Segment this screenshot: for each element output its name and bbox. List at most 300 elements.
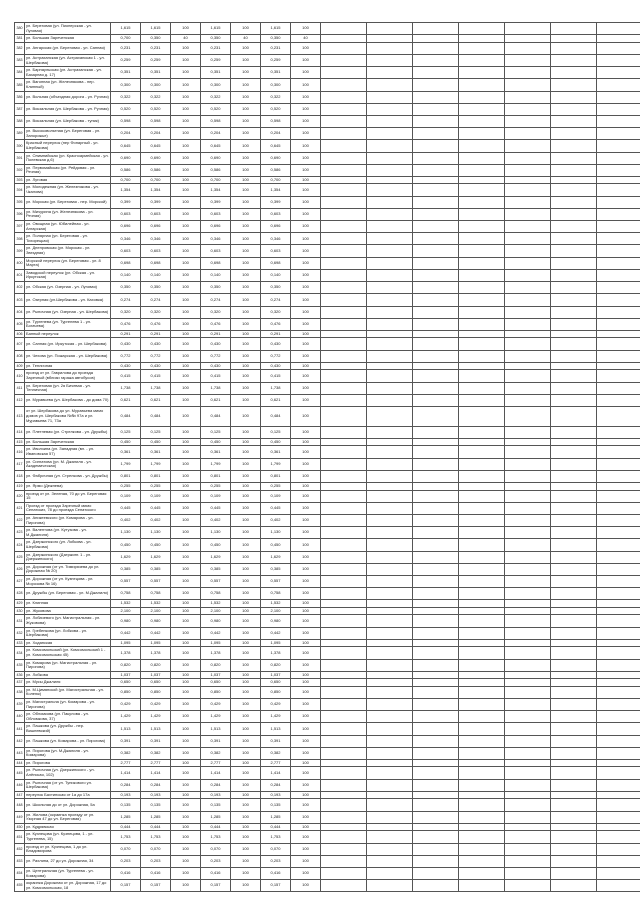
row-number: 384 xyxy=(15,67,25,79)
row-number: 402 xyxy=(15,282,25,294)
value-cell: 1,414 xyxy=(201,767,231,779)
value-cell: 100 xyxy=(231,483,261,491)
value-cell: 0,350 xyxy=(201,282,231,294)
value-cell: 100 xyxy=(171,103,201,115)
empty-cell xyxy=(551,735,597,747)
value-cell: 0,598 xyxy=(141,115,171,127)
value-cell: 0,350 xyxy=(111,282,141,294)
empty-cell xyxy=(597,735,640,747)
value-cell: 1,532 xyxy=(261,600,291,608)
value-cell: 100 xyxy=(231,627,261,639)
empty-cell xyxy=(597,406,640,426)
empty-cell xyxy=(597,438,640,446)
empty-cell xyxy=(551,779,597,791)
empty-cell xyxy=(551,269,597,281)
value-cell: 100 xyxy=(291,600,321,608)
empty-cell xyxy=(505,843,551,855)
value-cell: 0,980 xyxy=(201,615,231,627)
value-cell: 0,320 xyxy=(111,306,141,318)
value-cell: 0,603 xyxy=(261,208,291,220)
empty-cell xyxy=(413,221,459,233)
road-name: ул. Ходанская xyxy=(25,639,111,647)
value-cell: 0,820 xyxy=(141,659,171,671)
value-cell: 0,801 xyxy=(141,470,171,482)
table-row xyxy=(15,880,640,892)
row-number: 392 xyxy=(15,164,25,176)
value-cell: 0,450 xyxy=(111,438,141,446)
table-row xyxy=(15,539,640,551)
road-name: ул. Пашкова (ул. Комарова - ул. Пирогова) xyxy=(25,735,111,747)
empty-cell xyxy=(413,140,459,152)
value-cell: 0,255 xyxy=(261,483,291,491)
empty-cell xyxy=(413,539,459,551)
value-cell: 0,385 xyxy=(201,563,231,575)
empty-cell xyxy=(551,426,597,438)
value-cell: 100 xyxy=(291,563,321,575)
empty-cell xyxy=(321,382,367,394)
road-name: проезд от ул. Кузнецова, 1 до ул. Владимирова xyxy=(25,843,111,855)
empty-cell xyxy=(459,723,505,735)
value-cell: 1,738 xyxy=(111,382,141,394)
value-cell: 0,586 xyxy=(261,164,291,176)
empty-cell xyxy=(551,514,597,526)
empty-cell xyxy=(413,330,459,338)
value-cell: 0,402 xyxy=(111,514,141,526)
value-cell: 1,414 xyxy=(261,767,291,779)
table-row xyxy=(15,23,640,35)
empty-cell xyxy=(367,791,413,799)
row-number: 425 xyxy=(15,551,25,563)
value-cell: 100 xyxy=(171,711,201,723)
value-cell: 100 xyxy=(291,269,321,281)
row-number: 388 xyxy=(15,115,25,127)
road-name: ул. Мичурина (ул. Железнякова - ул. Речная) xyxy=(25,208,111,220)
empty-cell xyxy=(551,607,597,615)
empty-cell xyxy=(505,426,551,438)
value-cell: 100 xyxy=(231,338,261,350)
road-name: ул. Кузнецова (ул. Кузнецова, 1 - ул. Тургенева, 15) xyxy=(25,831,111,843)
value-cell: 100 xyxy=(171,67,201,79)
value-cell: 0,361 xyxy=(201,446,231,458)
empty-cell xyxy=(551,245,597,257)
value-cell: 1,615 xyxy=(261,23,291,35)
value-cell: 100 xyxy=(291,855,321,867)
table-row xyxy=(15,128,640,140)
value-cell: 1,378 xyxy=(201,647,231,659)
empty-cell xyxy=(321,54,367,66)
empty-cell xyxy=(321,767,367,779)
empty-cell xyxy=(459,563,505,575)
value-cell: 0,125 xyxy=(141,426,171,438)
empty-cell xyxy=(597,233,640,245)
empty-cell xyxy=(597,294,640,306)
value-cell: 0,274 xyxy=(201,294,231,306)
value-cell: 100 xyxy=(291,350,321,362)
value-cell: 0,850 xyxy=(141,686,171,698)
value-cell: 1,615 xyxy=(141,23,171,35)
empty-cell xyxy=(367,42,413,54)
road-name: ул. Озерная (ул.Шербакова - ул. Каховка) xyxy=(25,294,111,306)
empty-cell xyxy=(505,711,551,723)
value-cell: 0,351 xyxy=(261,67,291,79)
row-number: 399 xyxy=(15,245,25,257)
value-cell: 0,645 xyxy=(141,140,171,152)
empty-cell xyxy=(367,176,413,184)
value-cell: 0,361 xyxy=(261,446,291,458)
value-cell: 100 xyxy=(291,470,321,482)
row-number: 386 xyxy=(15,91,25,103)
empty-cell xyxy=(413,91,459,103)
value-cell: 0,429 xyxy=(201,698,231,710)
value-cell: 2,777 xyxy=(141,759,171,767)
table-row xyxy=(15,823,640,831)
value-cell: 100 xyxy=(291,128,321,140)
road-name: ул. Лобачевого (ул. Магистральная - ул. Жуковова) xyxy=(25,615,111,627)
row-number: 444 xyxy=(15,759,25,767)
empty-cell xyxy=(505,880,551,892)
value-cell: 100 xyxy=(231,470,261,482)
empty-cell xyxy=(459,735,505,747)
empty-cell xyxy=(459,799,505,811)
value-cell: 0,300 xyxy=(111,79,141,91)
value-cell: 100 xyxy=(291,627,321,639)
empty-cell xyxy=(597,140,640,152)
value-cell: 0,820 xyxy=(201,659,231,671)
road-name: ул. Барнаульская (ул. Астраханская - ул. Базарная д. 17) xyxy=(25,67,111,79)
value-cell: 0,322 xyxy=(261,91,291,103)
empty-cell xyxy=(321,759,367,767)
value-cell: 100 xyxy=(291,294,321,306)
empty-cell xyxy=(413,490,459,502)
table-row xyxy=(15,711,640,723)
table-row xyxy=(15,458,640,470)
value-cell: 0,758 xyxy=(261,588,291,600)
value-cell: 0,450 xyxy=(141,438,171,446)
table-body xyxy=(15,23,640,892)
value-cell: 0,603 xyxy=(141,208,171,220)
empty-cell xyxy=(321,723,367,735)
empty-cell xyxy=(321,426,367,438)
empty-cell xyxy=(367,779,413,791)
value-cell: 100 xyxy=(231,221,261,233)
value-cell: 0,772 xyxy=(141,350,171,362)
empty-cell xyxy=(505,257,551,269)
empty-cell xyxy=(459,282,505,294)
row-number: 400 xyxy=(15,257,25,269)
empty-cell xyxy=(367,823,413,831)
row-number: 432 xyxy=(15,627,25,639)
empty-cell xyxy=(367,330,413,338)
empty-cell xyxy=(321,330,367,338)
value-cell: 0,690 xyxy=(141,152,171,164)
empty-cell xyxy=(367,35,413,43)
empty-cell xyxy=(413,42,459,54)
empty-cell xyxy=(367,759,413,767)
empty-cell xyxy=(367,446,413,458)
empty-cell xyxy=(597,563,640,575)
road-name: ул. Луговая xyxy=(25,176,111,184)
empty-cell xyxy=(367,698,413,710)
value-cell: 100 xyxy=(171,514,201,526)
empty-cell xyxy=(459,318,505,330)
table-row xyxy=(15,723,640,735)
road-name: ул. Дорожная (от ул. Кузнецова - ул. Морозова № 16) xyxy=(25,575,111,587)
empty-cell xyxy=(413,79,459,91)
empty-cell xyxy=(551,767,597,779)
empty-cell xyxy=(321,446,367,458)
empty-cell xyxy=(505,823,551,831)
empty-cell xyxy=(459,490,505,502)
empty-cell xyxy=(459,257,505,269)
empty-cell xyxy=(459,221,505,233)
value-cell: 0,850 xyxy=(261,686,291,698)
empty-cell xyxy=(413,438,459,446)
value-cell: 100 xyxy=(291,115,321,127)
empty-cell xyxy=(505,539,551,551)
value-cell: 0,429 xyxy=(141,698,171,710)
empty-cell xyxy=(367,607,413,615)
value-cell: 100 xyxy=(231,615,261,627)
value-cell: 100 xyxy=(171,406,201,426)
value-cell: 1,354 xyxy=(141,184,171,196)
empty-cell xyxy=(367,382,413,394)
empty-cell xyxy=(321,647,367,659)
value-cell: 0,430 xyxy=(201,362,231,370)
road-name: ул. М.Цимянской (ул. Магистральная - ул. Колеюк) xyxy=(25,686,111,698)
value-cell: 1,753 xyxy=(261,831,291,843)
value-cell: 0,444 xyxy=(201,823,231,831)
empty-cell xyxy=(459,671,505,679)
empty-cell xyxy=(597,502,640,514)
empty-cell xyxy=(597,779,640,791)
empty-cell xyxy=(321,67,367,79)
table-row xyxy=(15,196,640,208)
value-cell: 100 xyxy=(231,306,261,318)
row-number: 445 xyxy=(15,767,25,779)
empty-cell xyxy=(413,350,459,362)
value-cell: 100 xyxy=(171,370,201,382)
table-row xyxy=(15,382,640,394)
table-row xyxy=(15,338,640,350)
value-cell: 1,429 xyxy=(111,711,141,723)
value-cell: 100 xyxy=(171,811,201,823)
row-number: 397 xyxy=(15,221,25,233)
road-name: ул. Плетневая (ул. Стрелкова - ул. Дружбы) xyxy=(25,426,111,438)
empty-cell xyxy=(413,208,459,220)
empty-cell xyxy=(459,686,505,698)
empty-cell xyxy=(367,799,413,811)
value-cell: 1,095 xyxy=(141,639,171,647)
value-cell: 0,135 xyxy=(111,799,141,811)
empty-cell xyxy=(597,483,640,491)
empty-cell xyxy=(413,659,459,671)
value-cell: 0,650 xyxy=(141,679,171,687)
empty-cell xyxy=(551,103,597,115)
row-number: 390 xyxy=(15,140,25,152)
empty-cell xyxy=(505,330,551,338)
empty-cell xyxy=(413,257,459,269)
road-name: ул. Олимпийская (ул. Красноармейская - ул. Полевская д.6) xyxy=(25,152,111,164)
empty-cell xyxy=(505,811,551,823)
value-cell: 100 xyxy=(231,539,261,551)
value-cell: 100 xyxy=(171,91,201,103)
value-cell: 100 xyxy=(291,490,321,502)
empty-cell xyxy=(367,438,413,446)
empty-cell xyxy=(505,382,551,394)
road-name: ул. Дзержинского (Дзержинг. 1 - ул. Дзержинского) xyxy=(25,551,111,563)
value-cell: 0,696 xyxy=(261,221,291,233)
empty-cell xyxy=(459,502,505,514)
road-name: Красный переулок (пер Фонарный - ул. Шербакова) xyxy=(25,140,111,152)
row-number: 452 xyxy=(15,843,25,855)
value-cell: 0,450 xyxy=(141,539,171,551)
empty-cell xyxy=(459,67,505,79)
value-cell: 1,615 xyxy=(111,23,141,35)
row-number: 381 xyxy=(15,35,25,43)
value-cell: 0,450 xyxy=(201,438,231,446)
value-cell: 100 xyxy=(231,54,261,66)
empty-cell xyxy=(551,438,597,446)
value-cell: 1,799 xyxy=(111,458,141,470)
value-cell: 100 xyxy=(171,306,201,318)
empty-cell xyxy=(367,79,413,91)
value-cell: 100 xyxy=(171,282,201,294)
value-cell: 0,603 xyxy=(111,208,141,220)
table-row xyxy=(15,294,640,306)
row-number: 426 xyxy=(15,563,25,575)
empty-cell xyxy=(551,394,597,406)
empty-cell xyxy=(413,245,459,257)
empty-cell xyxy=(321,671,367,679)
row-number: 427 xyxy=(15,575,25,587)
empty-cell xyxy=(413,588,459,600)
empty-cell xyxy=(321,115,367,127)
empty-cell xyxy=(459,184,505,196)
empty-cell xyxy=(459,394,505,406)
empty-cell xyxy=(321,607,367,615)
value-cell: 100 xyxy=(171,831,201,843)
value-cell: 100 xyxy=(231,245,261,257)
road-name: ул. Фабричная (ул. Стрелкова - ул. Дружбы) xyxy=(25,470,111,482)
value-cell: 100 xyxy=(171,539,201,551)
empty-cell xyxy=(551,54,597,66)
empty-cell xyxy=(551,350,597,362)
empty-cell xyxy=(459,470,505,482)
value-cell: 100 xyxy=(291,615,321,627)
value-cell: 0,557 xyxy=(141,575,171,587)
empty-cell xyxy=(321,823,367,831)
value-cell: 0,259 xyxy=(111,54,141,66)
value-cell: 0,700 xyxy=(261,176,291,184)
value-cell: 100 xyxy=(231,382,261,394)
empty-cell xyxy=(597,600,640,608)
empty-cell xyxy=(367,575,413,587)
value-cell: 0,430 xyxy=(141,362,171,370)
value-cell: 0,645 xyxy=(261,140,291,152)
empty-cell xyxy=(413,615,459,627)
empty-cell xyxy=(551,502,597,514)
empty-cell xyxy=(551,627,597,639)
empty-cell xyxy=(321,103,367,115)
empty-cell xyxy=(597,54,640,66)
value-cell: 0,361 xyxy=(141,446,171,458)
road-name: ул. Дорожная (от ул. Тимирязева до ул. Дорожная № 20) xyxy=(25,563,111,575)
row-number: 450 xyxy=(15,823,25,831)
value-cell: 1,513 xyxy=(201,723,231,735)
road-name: ул. Морская (ул. Береговая - пер. Морской) xyxy=(25,196,111,208)
empty-cell xyxy=(459,588,505,600)
empty-cell xyxy=(367,723,413,735)
row-number: 448 xyxy=(15,799,25,811)
value-cell: 0,385 xyxy=(111,563,141,575)
empty-cell xyxy=(597,370,640,382)
value-cell: 100 xyxy=(291,257,321,269)
value-cell: 0,621 xyxy=(261,394,291,406)
empty-cell xyxy=(459,269,505,281)
empty-cell xyxy=(367,306,413,318)
value-cell: 0,402 xyxy=(141,514,171,526)
table-row xyxy=(15,282,640,294)
value-cell: 100 xyxy=(231,103,261,115)
empty-cell xyxy=(597,221,640,233)
empty-cell xyxy=(367,747,413,759)
empty-cell xyxy=(459,208,505,220)
empty-cell xyxy=(413,483,459,491)
empty-cell xyxy=(551,184,597,196)
table-row xyxy=(15,615,640,627)
empty-cell xyxy=(551,843,597,855)
empty-cell xyxy=(321,551,367,563)
empty-cell xyxy=(597,711,640,723)
row-number: 446 xyxy=(15,779,25,791)
value-cell: 1,354 xyxy=(261,184,291,196)
value-cell: 100 xyxy=(231,406,261,426)
empty-cell xyxy=(597,811,640,823)
empty-cell xyxy=(505,269,551,281)
empty-cell xyxy=(505,723,551,735)
value-cell: 0,346 xyxy=(201,233,231,245)
empty-cell xyxy=(367,184,413,196)
value-cell: 0,350 xyxy=(201,35,231,43)
value-cell: 100 xyxy=(291,647,321,659)
value-cell: 0,259 xyxy=(141,54,171,66)
empty-cell xyxy=(597,176,640,184)
empty-cell xyxy=(321,164,367,176)
empty-cell xyxy=(321,306,367,318)
empty-cell xyxy=(551,382,597,394)
empty-cell xyxy=(551,196,597,208)
value-cell: 1,429 xyxy=(261,711,291,723)
value-cell: 100 xyxy=(231,686,261,698)
value-cell: 0,430 xyxy=(111,362,141,370)
value-cell: 0,203 xyxy=(261,855,291,867)
road-name: ул. Рахлина, 27 до ул. Дорожная, 34 xyxy=(25,855,111,867)
value-cell: 1,532 xyxy=(201,600,231,608)
empty-cell xyxy=(367,406,413,426)
table-row xyxy=(15,607,640,615)
empty-cell xyxy=(367,659,413,671)
value-cell: 100 xyxy=(231,831,261,843)
empty-cell xyxy=(505,184,551,196)
empty-cell xyxy=(367,294,413,306)
road-name: от ул. Шербакова до ул. Муравьева мимо домов ул. Шербакова №№ 97а и ул. Муравьева 71, 73а xyxy=(25,406,111,426)
empty-cell xyxy=(321,370,367,382)
empty-cell xyxy=(413,607,459,615)
value-cell: 0,346 xyxy=(261,233,291,245)
value-cell: 0,135 xyxy=(201,799,231,811)
value-cell: 0,650 xyxy=(261,679,291,687)
empty-cell xyxy=(413,426,459,438)
